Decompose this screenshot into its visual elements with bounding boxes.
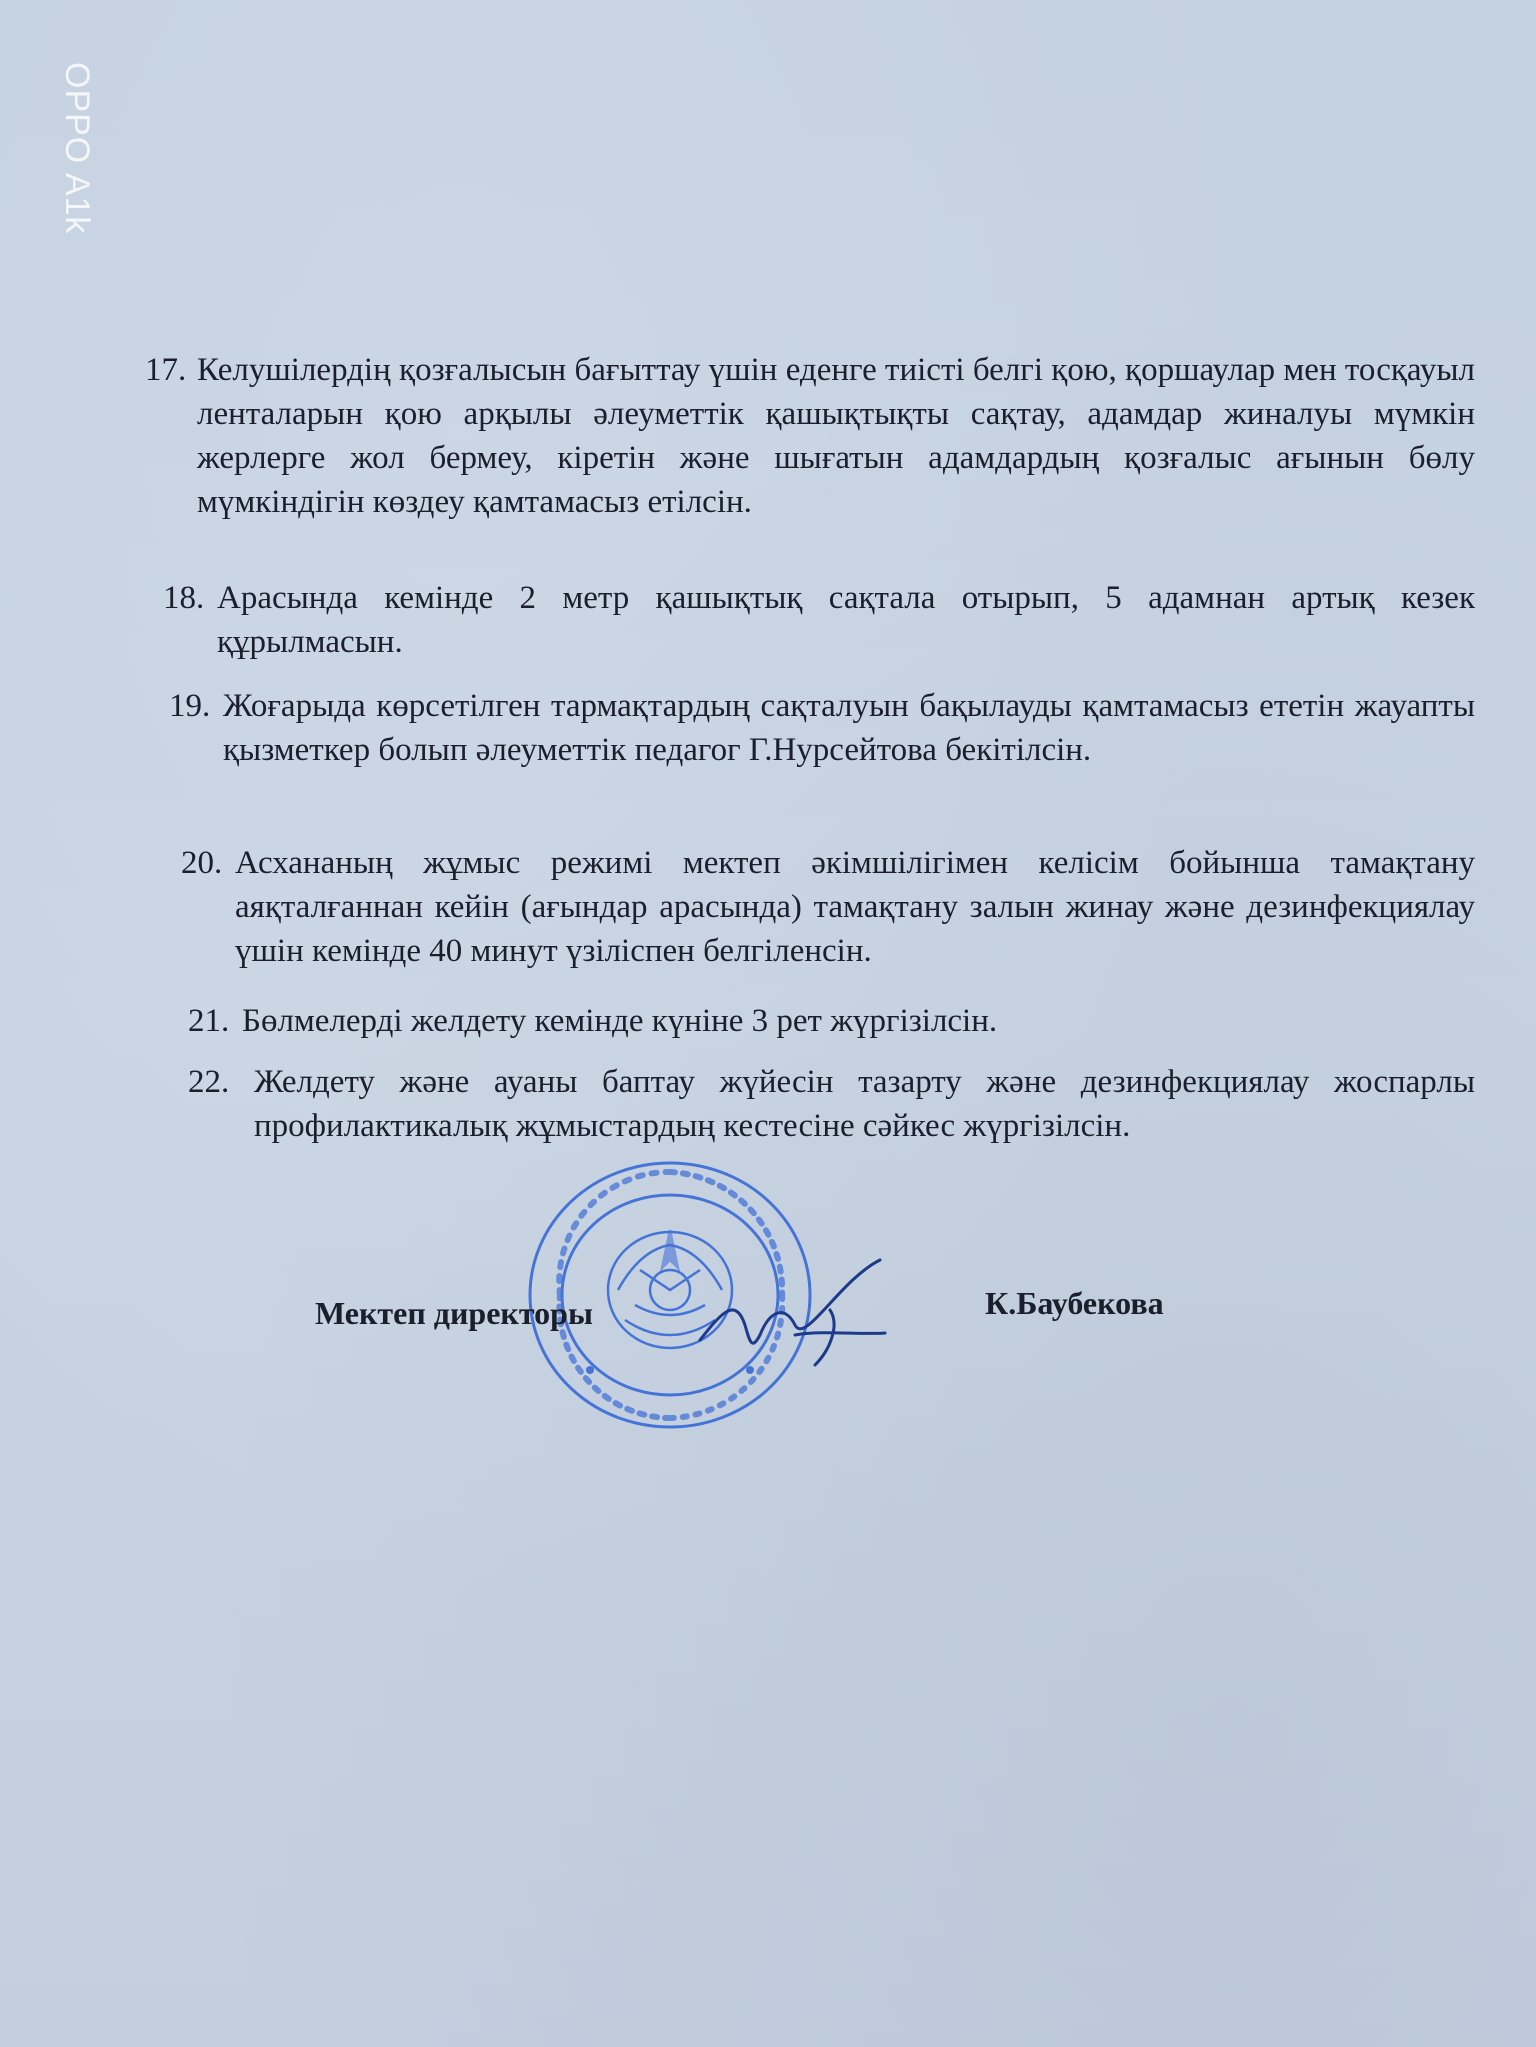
signature-title: Мектеп директоры — [315, 1295, 593, 1331]
item-number: 18. — [163, 580, 205, 616]
list-item-20 — [181, 841, 1475, 973]
item-text: Арасында кемінде 2 метр қашықтық сақтала отырып, 5 адамнан артық кезек құрылмасын. — [217, 580, 1475, 660]
item-number: 21. — [188, 1003, 230, 1039]
item-number: 20. — [181, 845, 223, 881]
item-number: 22. — [188, 1064, 230, 1100]
item-number: 17. — [145, 352, 187, 388]
item-text: Келушілердің қозғалысын бағыттау үшін еденге тиісті белгі қою, қоршаулар мен тосқауыл ленталарын қою арқылы әлеуметтік қашықтықты сақтау, адамдар жиналуы мүмкін жерлерге жол бермеу, кіретін және шығатын адамдардың қозғалыс ағынын бөлу мүмкіндігін көздеу қамтамасыз етілсін. — [197, 352, 1475, 520]
item-text: Бөлмелерді желдету кемінде күніне 3 рет жүргізілсін. — [242, 1003, 998, 1039]
list-item-18 — [163, 576, 1475, 664]
item-text: Жоғарыда көрсетілген тармақтардың сақталуын бақылауды қамтамасыз ететін жауапты қызметкер болып әлеуметтік педагог Г.Нурсейтова бекітілсін. — [223, 688, 1475, 768]
camera-watermark: OPPO A1k — [58, 62, 96, 235]
item-number: 19. — [169, 688, 211, 724]
list-item-19 — [169, 684, 1475, 772]
handwritten-signature — [690, 1255, 890, 1375]
item-text: Желдету және ауаны баптау жүйесін тазарту және дезинфекциялау жоспарлы профилактикалық жұмыстардың кестесіне сәйкес жүргізілсін. — [254, 1064, 1475, 1144]
list-item-22 — [188, 1060, 1475, 1148]
signature-stroke — [700, 1260, 885, 1365]
item-text: Асхананың жұмыс режимі мектеп әкімшілігімен келісім бойынша тамақтану аяқталғаннан кейін (ағындар арасында) тамақтану залын жинау және дезинфекциялау үшін кемінде 40 минут үзіліспен белгіленсін. — [235, 845, 1475, 969]
signature-name: К.Баубекова — [985, 1285, 1164, 1321]
list-item-17 — [145, 348, 1475, 524]
list-item-21 — [188, 999, 1475, 1043]
